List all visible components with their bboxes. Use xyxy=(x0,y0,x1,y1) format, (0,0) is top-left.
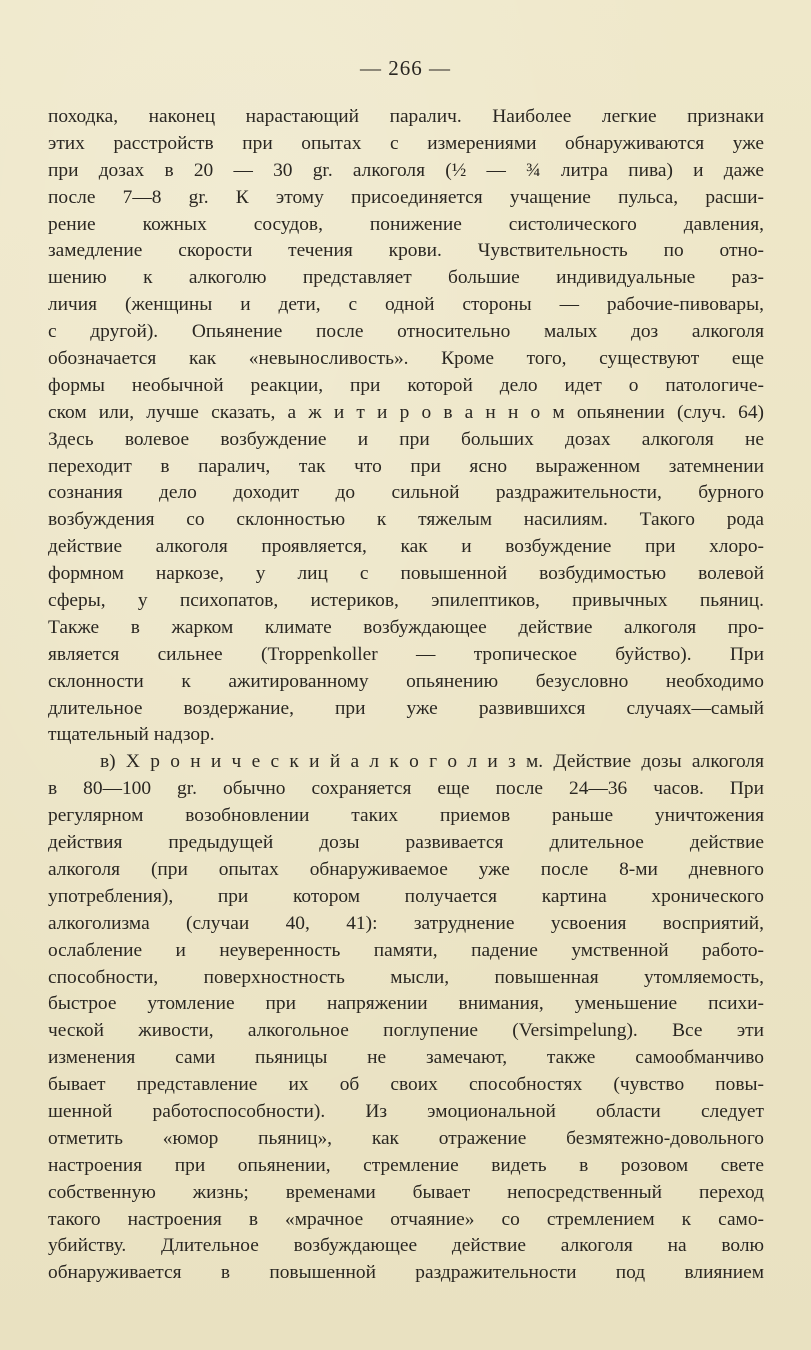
paragraph xyxy=(48,104,764,749)
text-line: замедление скорости течения крови. Чувствительность по отно- xyxy=(48,240,764,262)
text-line: сознания дело доходит до сильной раздражительности, бурного xyxy=(48,482,764,504)
text-line: шению к алкоголю представляет большие индивидуальные раз- xyxy=(48,267,764,289)
text-line: является сильнее (Troppenkoller — тропическое буйство). При xyxy=(48,643,764,665)
paragraph xyxy=(48,749,764,1287)
text-line: после 7—8 gr. К этому присоединяется учащение пульса, расши- xyxy=(48,186,764,208)
text-line: употребления), при котором получается картина хронического xyxy=(48,885,764,907)
text-line: такого настроения в «мрачное отчаяние» со стремлением к само- xyxy=(48,1208,764,1230)
text-line: в 80—100 gr. обычно сохраняется еще после 24—36 часов. При xyxy=(48,778,764,800)
text-line: настроения при опьянении, стремление видеть в розовом свете xyxy=(48,1154,764,1176)
text-line: склонности к ажитированному опьянению безусловно необходимо xyxy=(48,670,764,692)
text-line: возбуждения со склонностью к тяжелым насилиям. Такого рода xyxy=(48,509,764,531)
text-line: ском или, лучше сказать, а ж и т и р о в а н н о м опьянении (случ. 64) xyxy=(48,401,764,423)
text-line: действие алкоголя проявляется, как и возбуждение при хлоро- xyxy=(48,536,764,558)
text-line: отметить «юмор пьяниц», как отражение безмятежно-довольного xyxy=(48,1127,764,1149)
text-line: этих расстройств при опытах с измерениями обнаруживаются уже xyxy=(48,132,764,154)
text-line: действия предыдущей дозы развивается длительное действие xyxy=(48,832,764,854)
text-line: быстрое утомление при напряжении внимания, уменьшение психи- xyxy=(48,993,764,1015)
text-line: ческой живости, алкогольное поглупение (Versimpelung). Все эти xyxy=(48,1020,764,1042)
text-line: сферы, у психопатов, истериков, эпилептиков, привычных пьяниц. xyxy=(48,590,764,612)
text-line: обозначается как «невыносливость». Кроме того, существуют еще xyxy=(48,348,764,370)
text-line: походка, наконец нарастающий паралич. Наиболее легкие признаки xyxy=(48,106,764,127)
text-line: собственную жизнь; временами бывает непосредственный переход xyxy=(48,1181,764,1203)
text-line: способности, поверхностность мысли, повышенная утомляемость, xyxy=(48,966,764,988)
text-line: изменения сами пьяницы не замечают, также самообманчиво xyxy=(48,1047,764,1069)
body-text xyxy=(48,104,764,1287)
text-line: длительное воздержание, при уже развившихся случаях—самый xyxy=(48,697,764,719)
text-line: формы необычной реакции, при которой дело идет о патологиче- xyxy=(48,374,764,396)
text-line: личия (женщины и дети, с одной стороны — рабочие-пивовары, xyxy=(48,294,764,316)
section-heading-line: в) Х р о н и ч е с к и й а л к о г о л и з м. Действие дозы алкоголя xyxy=(100,751,764,773)
text-line: алкоголизма (случаи 40, 41): затруднение усвоения восприятий, xyxy=(48,912,764,934)
text-line: формном наркозе, у лиц с повышенной возбудимостью волевой xyxy=(48,563,764,585)
text-line: рение кожных сосудов, понижение систолического давления, xyxy=(48,213,764,235)
text-line: переходит в паралич, так что при ясно выраженном затемнении xyxy=(48,455,764,477)
text-line: убийству. Длительное возбуждающее действие алкоголя на волю xyxy=(48,1235,764,1257)
text-line: регулярном возобновлении таких приемов раньше уничтожения xyxy=(48,805,764,827)
text-line: с другой). Опьянение после относительно малых доз алкоголя xyxy=(48,321,764,343)
text-line: алкоголя (при опытах обнаруживаемое уже после 8-ми дневного xyxy=(48,858,764,880)
text-line: при дозах в 20 — 30 gr. алкоголя (½ — ¾ литра пива) и даже xyxy=(48,159,764,181)
text-line: Здесь волевое возбуждение и при больших дозах алкоголя не xyxy=(48,428,764,450)
text-line: шенной работоспособности). Из эмоциональной области следует xyxy=(48,1100,764,1122)
page-number: — 266 — xyxy=(360,56,451,80)
text-line: тщательный надзор. xyxy=(48,724,215,746)
text-line: ослабление и неуверенность памяти, падение умственной работо- xyxy=(48,939,764,961)
text-line: Также в жарком климате возбуждающее действие алкоголя про- xyxy=(48,616,764,638)
text-line: обнаруживается в повышенной раздражительности под влиянием xyxy=(48,1262,764,1284)
text-line: бывает представление их об своих способностях (чувство повы- xyxy=(48,1074,764,1096)
